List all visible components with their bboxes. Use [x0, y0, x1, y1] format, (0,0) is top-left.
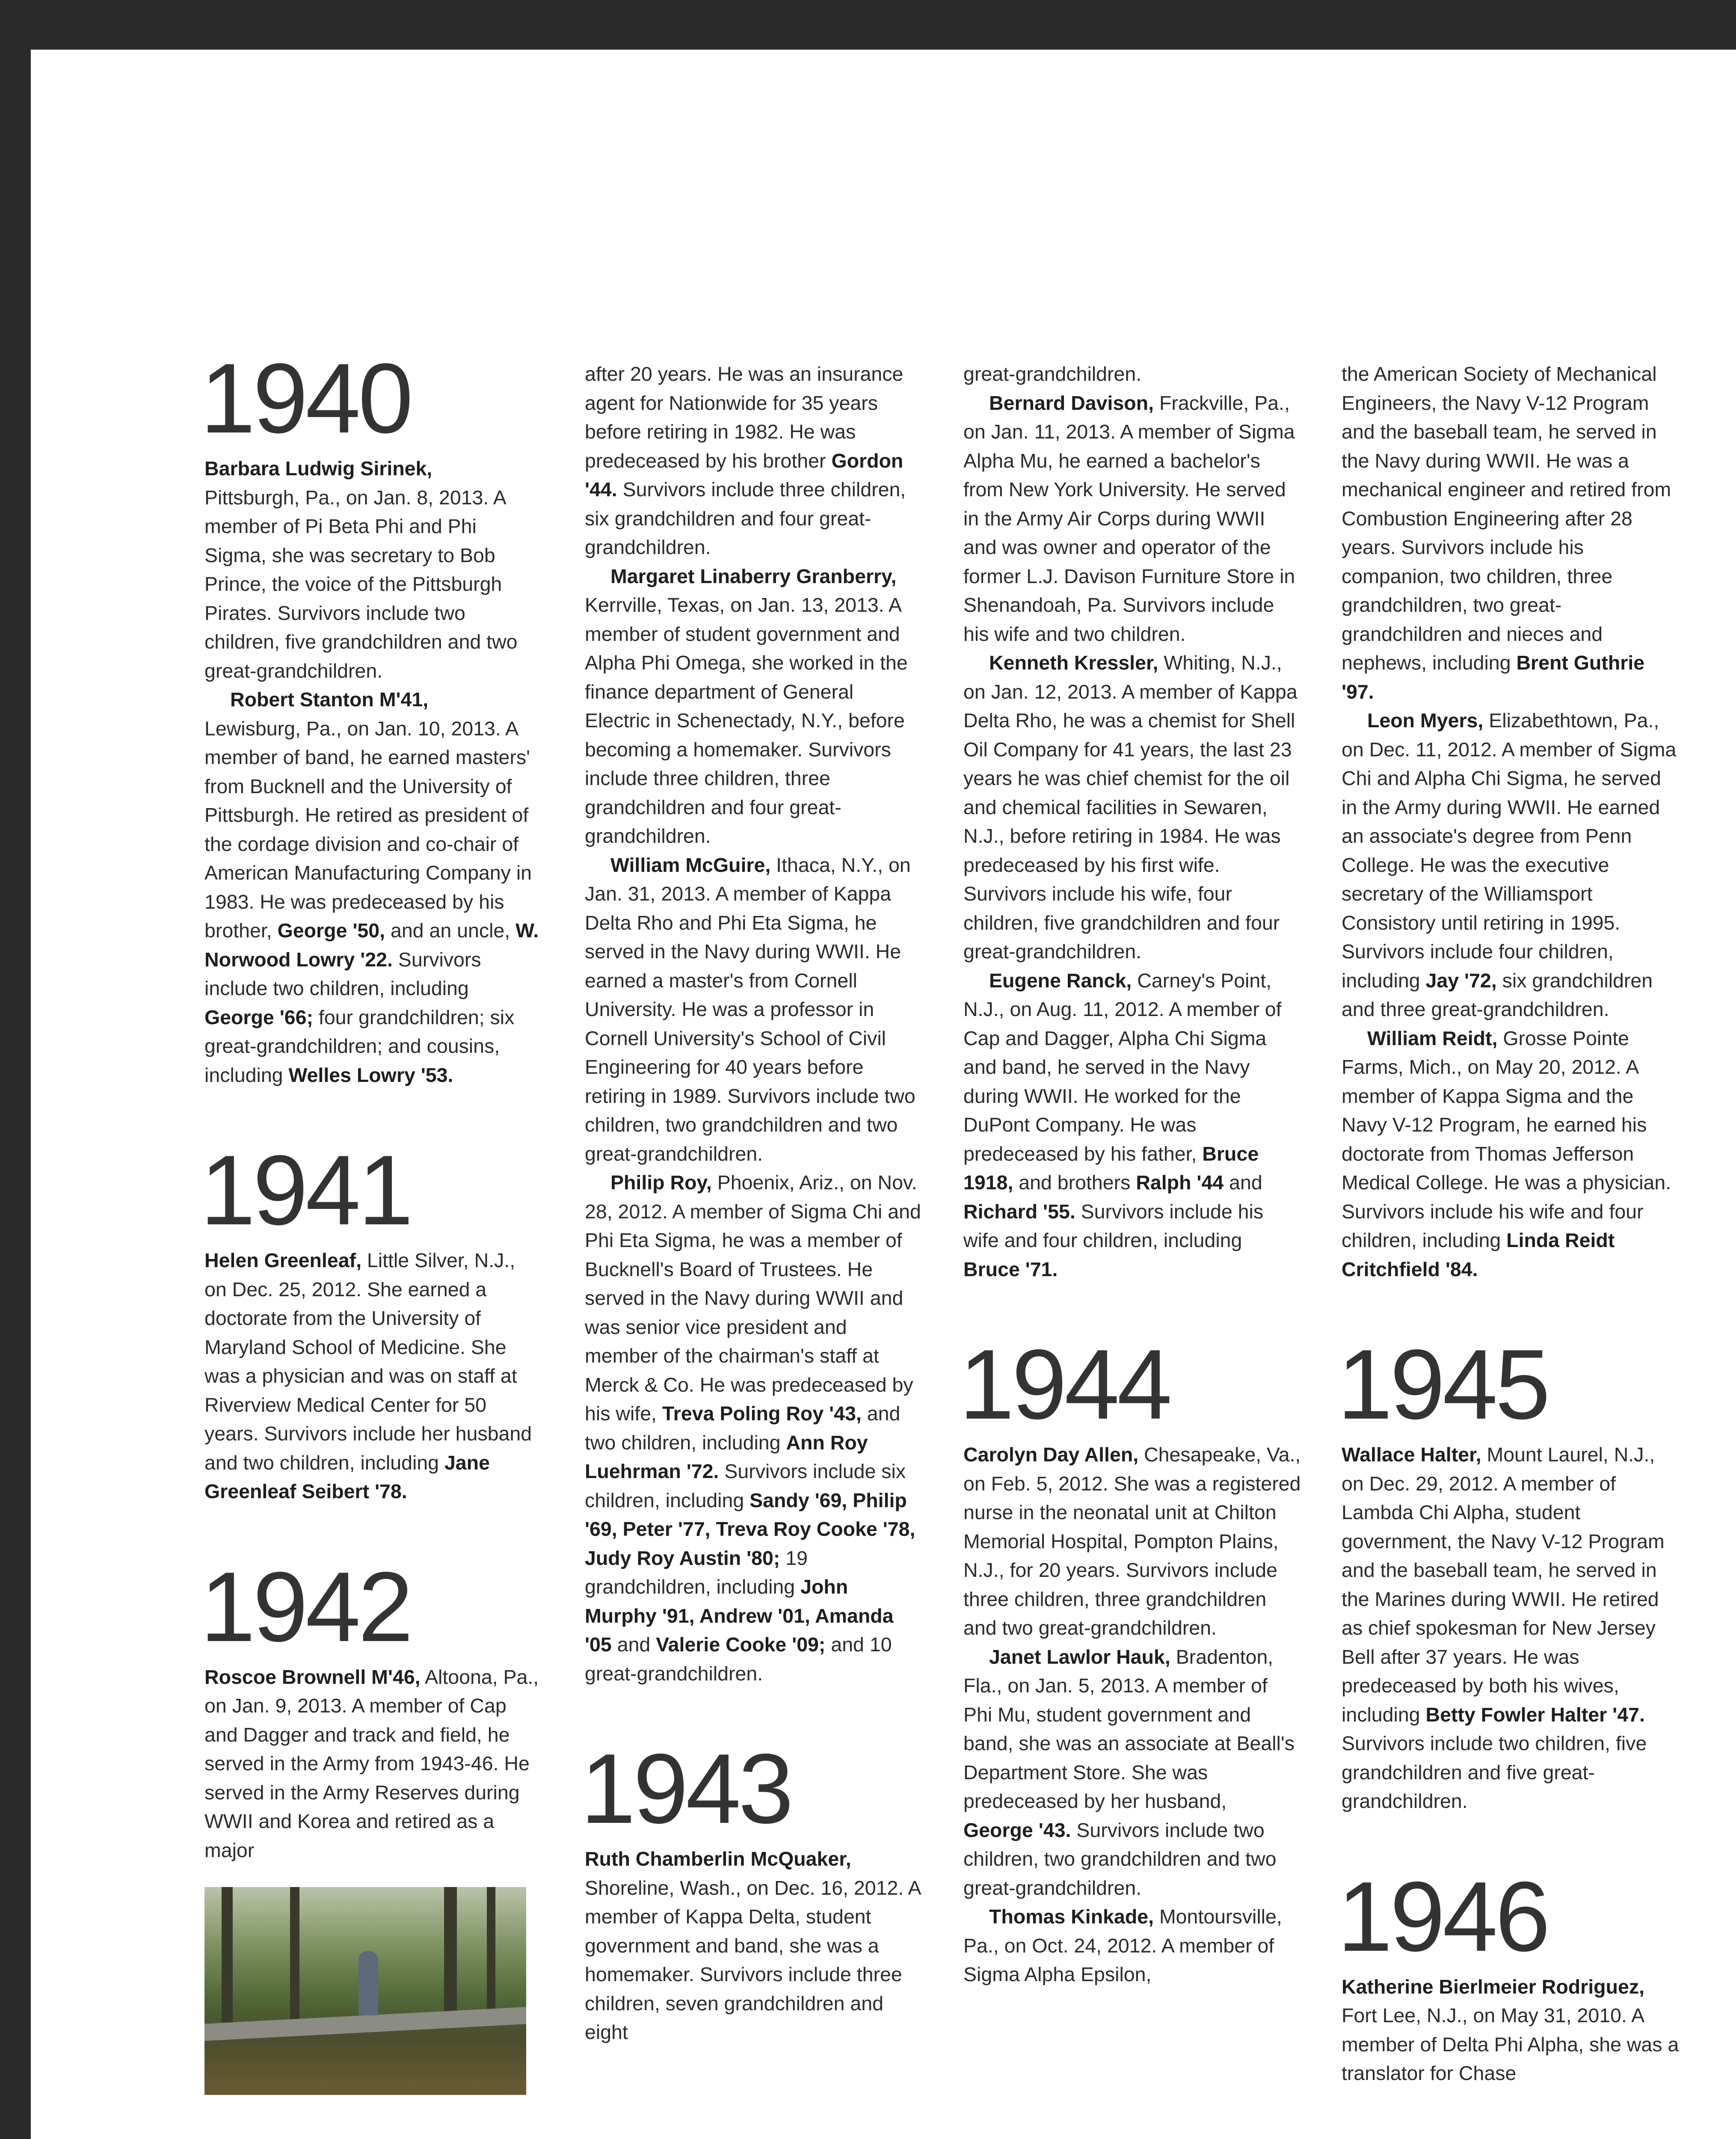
obituary-entry: Wallace Halter, Mount Laurel, N.J., on Dec. 29, 2012. A member of Lambda Chi Alpha, student government, the Navy V-12 Program and the baseball team, he served in the Marines during WWII. He retired as chief spokesman for New Jersey Bell after 37 years. He was predeceased by both his wives, including Betty Fowler Halter '47. Survivors include two children, five grandchildren and five great-grandchildren. — [1342, 1443, 1665, 1812]
year-heading-1945: 1945 — [1337, 1329, 1548, 1440]
column-2 — [581, 360, 923, 2047]
year-heading-1946: 1946 — [1337, 1861, 1548, 1972]
obituary-entry: Helen Greenleaf, Little Silver, N.J., on Dec. 25, 2012. She earned a doctorate from the University of Maryland School of Medicine. She was a physician and was on staff at Riverview Medical Center for 50 years. Survivors include her husband and two children, including Jane Greenleaf Seibert '78. — [204, 1249, 532, 1502]
obituary-entry: William Reidt, Grosse Pointe Farms, Mich., on May 20, 2012. A member of Kappa Sigma and the Navy V-12 Program, he earned his doctorate from Thomas Jefferson Medical College. He was a physician. Survivors include his wife and four children, including Linda Reidt Critchfield '84. — [1342, 1027, 1671, 1280]
campus-photo — [204, 1887, 526, 2095]
column-1 — [200, 343, 542, 2095]
obituary-name: William McGuire, — [610, 853, 771, 876]
magazine-page — [31, 50, 1736, 2139]
obituary-name: Robert Stanton M'41, — [230, 688, 429, 711]
obituary-entry: Leon Myers, Elizabethtown, Pa., on Dec. 11, 2012. A member of Sigma Chi and Alpha Chi Sigma, he served in the Army during WWII. He earned an associate's degree from Penn College. He was the executive secretary of the Williamsport Consistory until retiring in 1995. Survivors include four children, including Jay '72, six grandchildren and three great-grandchildren. — [1342, 709, 1677, 1020]
obituary-entry: Thomas Kinkade, Montoursville, Pa., on Oct. 24, 2012. A member of Sigma Alpha Epsilon, — [963, 1905, 1282, 1985]
obituary-name: Margaret Linaberry Granberry, — [610, 565, 897, 587]
column-4 — [1337, 360, 1680, 2088]
year-heading-1944: 1944 — [959, 1329, 1170, 1440]
obituary-name: Philip Roy, — [610, 1171, 712, 1194]
obituary-entry: after 20 years. He was an insurance agent for Nationwide for 35 years before retiring in 1982. He was predeceased by his brother Gordon '44. Survivors include three children, six grandchildren and four great-grandchildren. — [585, 363, 906, 558]
obituary-name: Bernard Davison, — [989, 391, 1154, 414]
year-heading-1940: 1940 — [200, 343, 411, 454]
walking-person — [358, 1951, 378, 2015]
obituary-entry: Margaret Linaberry Granberry, Kerrville, Texas, on Jan. 13, 2013. A member of student government and Alpha Phi Omega, she worked in the finance department of General Electric in Schenectady, N.Y., before becoming a homemaker. Survivors include three children, three grandchildren and four great-grandchildren. — [585, 565, 908, 847]
obituary-text: Pittsburgh, Pa., on Jan. 8, 2013. A member of Pi Beta Phi and Phi Sigma, she was secretary to Bob Prince, the voice of the Pittsburgh Pirates. Survivors include two children, five grandchildren and two great-grandchildren. — [204, 486, 518, 682]
obituary-name: William Reidt, — [1367, 1027, 1498, 1049]
obituary-entry — [204, 454, 542, 685]
obituary-name: Barbara Ludwig Sirinek, — [204, 457, 433, 480]
obituary-name: Helen Greenleaf, — [204, 1249, 361, 1271]
obituary-name: Leon Myers, — [1367, 709, 1484, 732]
year-heading-1942: 1942 — [200, 1551, 411, 1662]
obituary-entry: Ruth Chamberlin McQuaker, Shoreline, Wash., on Dec. 16, 2012. A member of Kappa Delta, student government and band, she was a homemaker. Survivors include three children, seven grandchildren and eight — [585, 1848, 921, 2043]
obituary-name: Janet Lawlor Hauk, — [989, 1645, 1170, 1668]
year-heading-1943: 1943 — [581, 1733, 791, 1844]
obituary-name: Wallace Halter, — [1342, 1443, 1481, 1466]
obituary-name: Ruth Chamberlin McQuaker, — [585, 1848, 851, 1870]
year-heading-1941: 1941 — [200, 1135, 411, 1246]
obituary-entry: Janet Lawlor Hauk, Bradenton, Fla., on Jan. 5, 2013. A member of Phi Mu, student government and band, she was an associate at Beall's Department Store. She was predeceased by her husband, George '43. Survivors include two children, two grandchildren and two great-grandchildren. — [963, 1645, 1295, 1899]
obituary-entry: William McGuire, Ithaca, N.Y., on Jan. 31, 2013. A member of Kappa Delta Rho and Phi Eta Sigma, he served in the Navy during WWII. He earned a master's from Cornell University. He was a professor in Cornell University's School of Civil Engineering for 40 years before retiring in 1989. Survivors include two children, two grandchildren and two great-grandchildren. — [585, 853, 915, 1165]
obituary-entry: Katherine Bierlmeier Rodriguez, Fort Lee, N.J., on May 31, 2010. A member of Delta Phi Alpha, she was a translator for Chase — [1342, 1975, 1679, 2084]
obituary-entry: Robert Stanton M'41, Lewisburg, Pa., on Jan. 10, 2013. A member of band, he earned masters' from Bucknell and the University of Pittsburgh. He retired as president of the cordage division and co-chair of American Manufacturing Company in 1983. He was predeceased by his brother, George '50, and an uncle, W. Norwood Lowry '22. Survivors include two children, including George '66; four grandchildren; six great-grandchildren; and cousins, including Welles Lowry '53. — [204, 688, 539, 1086]
obituary-name: Thomas Kinkade, — [989, 1905, 1154, 1928]
obituary-name: Katherine Bierlmeier Rodriguez, — [1342, 1975, 1645, 1998]
obituary-entry: great-grandchildren. — [963, 363, 1142, 385]
obituary-name: Carolyn Day Allen, — [963, 1443, 1139, 1466]
obituary-entry: Philip Roy, Phoenix, Ariz., on Nov. 28, 2012. A member of Sigma Chi and Phi Eta Sigma, he was a member of Bucknell's Board of Trustees. He served in the Navy during WWII and was senior vice president and member of the chairman's staff at Merck & Co. He was predeceased by his wife, Treva Poling Roy '43, and two children, including Ann Roy Luehrman '72. Survivors include six children, including Sandy '69, Philip '69, Peter '77, Treva Roy Cooke '78, Judy Roy Austin '80; 19 grandchildren, including John Murphy '91, Andrew '01, Amanda '05 and Valerie Cooke '09; and 10 great-grandchildren. — [585, 1171, 921, 1685]
obituary-entry: Roscoe Brownell M'46, Altoona, Pa., on Jan. 9, 2013. A member of Cap and Dagger and track and field, he served in the Army from 1943-46. He served in the Army Reserves during WWII and Korea and retired as a major — [204, 1665, 539, 1861]
obituary-entry: Kenneth Kressler, Whiting, N.J., on Jan. 12, 2013. A member of Kappa Delta Rho, he was a chemist for Shell Oil Company for 41 years, the last 23 years he was chief chemist for the oil and chemical facilities in Sewaren, N.J., before retiring in 1984. He was predeceased by his first wife. Survivors include his wife, four children, five grandchildren and four great-grandchildren. — [963, 652, 1298, 963]
obituary-entry: Eugene Ranck, Carney's Point, N.J., on Aug. 11, 2012. A member of Cap and Dagger, Alpha Chi Sigma and band, he served in the Navy during WWII. He worked for the DuPont Company. He was predeceased by his father, Bruce 1918, and brothers Ralph '44 and Richard '55. Survivors include his wife and four children, including Bruce '71. — [963, 969, 1282, 1280]
obituary-entry: Bernard Davison, Frackville, Pa., on Jan. 11, 2013. A member of Sigma Alpha Mu, he earned a bachelor's from New York University. He served in the Army Air Corps during WWII and was owner and operator of the former L.J. Davison Furniture Store in Shenandoah, Pa. Survivors include his wife and two children. — [963, 391, 1295, 645]
obituary-name: Kenneth Kressler, — [989, 652, 1158, 674]
obituary-name: Roscoe Brownell M'46, — [204, 1665, 421, 1688]
column-3 — [959, 360, 1301, 1989]
obituary-entry: Carolyn Day Allen, Chesapeake, Va., on Feb. 5, 2012. She was a registered nurse in the neonatal unit at Chilton Memorial Hospital, Pompton Plains, N.J., for 20 years. Survivors include three children, three grandchildren and two great-grandchildren. — [963, 1443, 1301, 1639]
obituary-entry: the American Society of Mechanical Engineers, the Navy V-12 Program and the baseball team, he served in the Navy during WWII. He was a mechanical engineer and retired from Combustion Engineering after 28 years. Survivors include his companion, two children, three grandchildren, two great-grandchildren and nieces and nephews, including Brent Guthrie '97. — [1342, 363, 1671, 703]
obituary-name: Eugene Ranck, — [989, 969, 1132, 992]
